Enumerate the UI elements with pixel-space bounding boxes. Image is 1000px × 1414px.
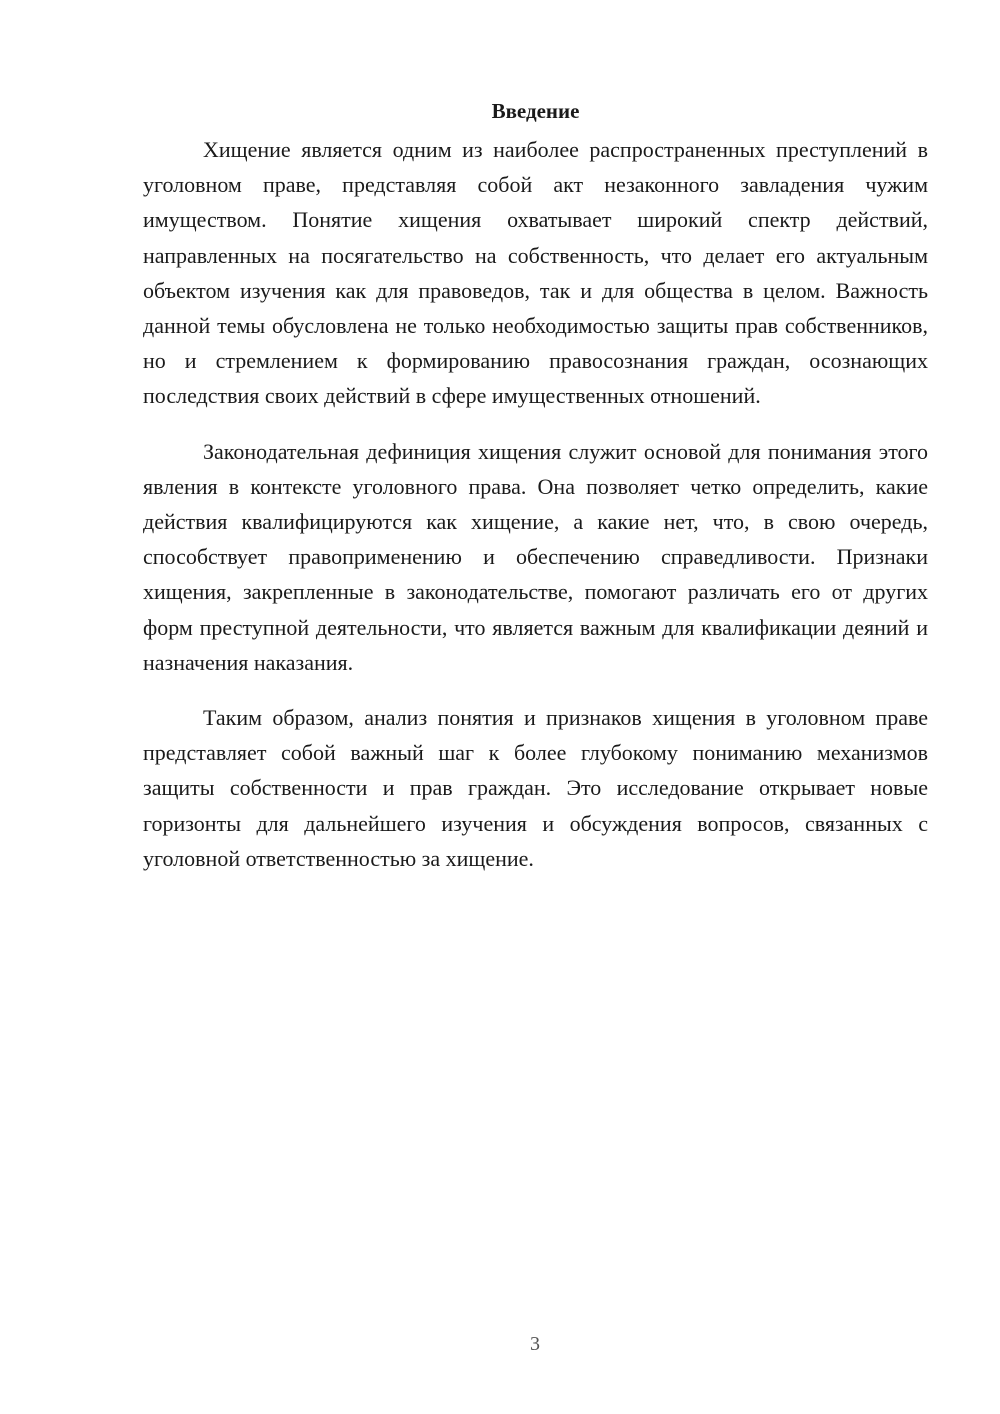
paragraph-3: Таким образом, анализ понятия и признаков хищения в уголовном праве представляет собой важный шаг к более глубокому пониманию механизмов защиты собственности и прав граждан. Это исследование открывает новые горизонты для дальнейшего изучения и обсуждения вопросов, связанных с уголовной ответственностью за хищение.	[143, 705, 928, 871]
paragraph-2: Законодательная дефиниция хищения служит основой для понимания этого явления в контексте уголовного права. Она позволяет четко определить, какие действия квалифицируются как хищение, а какие нет, что, в свою очередь, способствует правоприменению и обеспечению справедливости. Признаки хищения, закрепленные в законодательстве, помогают различать его от других форм преступной деятельности, что является важным для квалификации деяний и назначения наказания.	[143, 438, 928, 675]
page-number: 3	[530, 1333, 540, 1355]
page-content	[143, 96, 928, 896]
section-title: Введение	[491, 99, 580, 123]
paragraph-1: Хищение является одним из наиболее распространенных преступлений в уголовном праве, представляя собой акт незаконного завладения чужим имуществом. Понятие хищения охватывает широкий спектр действий, направленных на посягательство на собственность, что делает его актуальным объектом изучения как для правоведов, так и для общества в целом. Важность данной темы обусловлена не только необходимостью защиты прав собственников, но и стремлением к формированию правосознания граждан, осознающих последствия своих действий в сфере имущественных отношений.	[143, 137, 928, 409]
